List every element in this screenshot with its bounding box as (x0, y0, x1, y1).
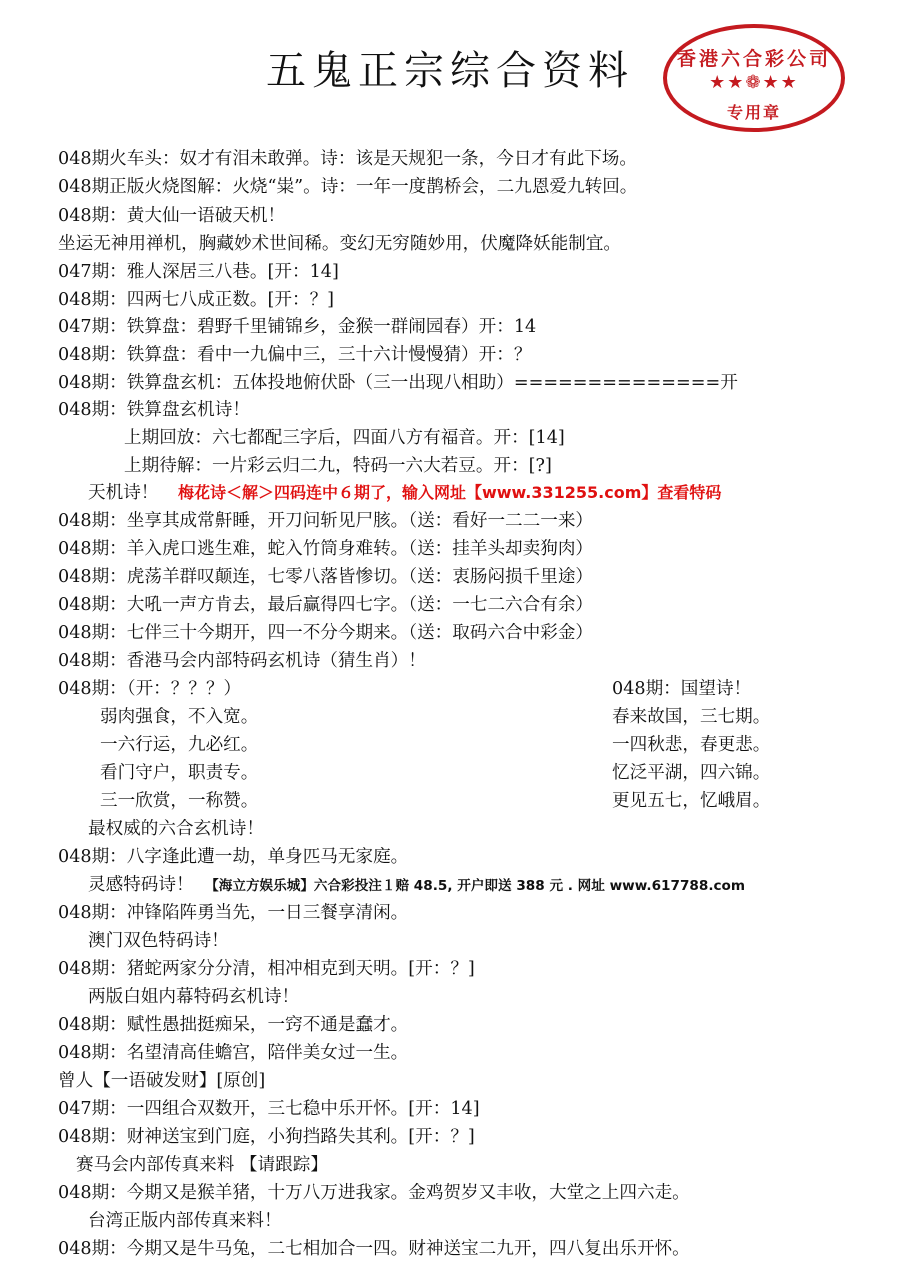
text-line: 坐运无神用禅机，胸藏妙术世间稀。变幻无穷随妙用，伏魔降妖能制宜。 (58, 234, 622, 254)
section-label: 两版白姐内幕特码玄机诗！ (88, 987, 300, 1007)
text-line: 048期正版火烧图解：火烧“粜”。诗：一年一度鹊桥会，二九恩爱九转回。 (58, 177, 638, 197)
stamp-stars: ★★❁★★ (709, 72, 799, 93)
stamp-top-text: 香港六合彩公司 (676, 48, 831, 70)
text-line: 048期：冲锋陷阵勇当先，一日三餐享清闲。 (58, 903, 409, 923)
text-line: 上期待解：一片彩云归二九，特码一六大若豆。开：[?] (124, 456, 552, 476)
text-line: 048期：七伴三十今期开，四一不分今期来。（送：取码六合中彩金） (58, 623, 594, 643)
text-line: 048期：八字逢此遭一劫，单身匹马无家庭。 (58, 847, 409, 867)
text-line: 048期：四两七八成正数。[开：？] (58, 290, 335, 310)
poem-right-line: 春来故国，三七期。 (612, 707, 771, 727)
ad-banner-text: 【海立方娱乐城】六合彩投注１赔 48.5, 开户即送 388 元 . 网址 www.617788.com (205, 878, 746, 894)
ad-banner-text: 梅花诗＜解＞四码连中６期了，输入网址【www.331255.com】查看特码 (177, 483, 722, 502)
text-line: 048期：今期又是牛马兔，二七相加合一四。财神送宝二九开，四八复出乐开怀。 (58, 1239, 690, 1259)
text-line (88, 480, 721, 506)
company-seal-stamp (663, 24, 845, 132)
text-line: 048期：香港马会内部特码玄机诗（猜生肖）！ (58, 651, 426, 671)
text-line: 048期：今期又是猴羊猪，十万八万进我家。金鸡贺岁又丰收，大堂之上四六走。 (58, 1183, 690, 1203)
text-line: 047期：一四组合双数开，三七稳中乐开怀。[开：14] (58, 1099, 480, 1119)
text-line: 048期：财神送宝到门庭，小狗挡路失其利。[开：？] (58, 1127, 475, 1147)
poem-left-line: 三一欣赏，一称赞。 (100, 791, 259, 811)
page-title: 五鬼正宗综合资料 (266, 48, 634, 94)
text-line: 048期：羊入虎口逃生难，蛇入竹筒身难转。（送：挂羊头却卖狗肉） (58, 539, 594, 559)
poem-right-title: 048期：国望诗！ (612, 679, 752, 699)
section-label: 最权威的六合玄机诗！ (88, 819, 264, 839)
text-line: 048期：大吼一声方肯去，最后赢得四七字。（送：一七二六合有余） (58, 595, 594, 615)
poem-left-line: 一六行运，九必红。 (100, 735, 259, 755)
section-label: 灵感特码诗！ (88, 875, 194, 895)
section-label: 曾人【一语破发财】[原创] (58, 1071, 266, 1091)
text-line: 048期：猪蛇两家分分清，相冲相克到天明。[开：？] (58, 959, 475, 979)
section-label: 台湾正版内部传真来料！ (88, 1211, 282, 1231)
text-line: 上期回放：六七都配三字后，四面八方有福音。开：[14] (124, 428, 565, 448)
stamp-bottom-text: 专用章 (726, 103, 781, 122)
text-line: 047期：雅人深居三八巷。[开：14] (58, 262, 339, 282)
text-line: 048期：（开：？？？） (58, 679, 242, 699)
text-line: 048期火车头：奴才有泪未敢弹。诗：该是天规犯一条，今日才有此下场。 (58, 149, 637, 169)
poem-right-line: 更见五七，忆峨眉。 (612, 791, 771, 811)
text-line: 048期：名望清高佳蟾宫，陪伴美女过一生。 (58, 1043, 409, 1063)
text-line: 048期：铁算盘：看中一九偏中三，三十六计慢慢猜）开：？ (58, 345, 532, 365)
section-label: 赛马会内部传真来料 【请跟踪】 (76, 1155, 328, 1175)
section-label: 天机诗！ (88, 483, 159, 503)
poem-right-line: 一四秋悲，春更悲。 (612, 735, 771, 755)
text-line: 047期：铁算盘：碧野千里铺锦乡，金猴一群闹园春）开：14 (58, 317, 537, 337)
text-line: 048期：赋性愚拙挺痴呆，一窍不通是蠢才。 (58, 1015, 409, 1035)
text-line: 048期：虎荡羊群叹颠连，七零八落皆惨切。（送：衷肠闷损千里途） (58, 567, 594, 587)
section-label: 澳门双色特码诗！ (88, 931, 229, 951)
text-line (88, 872, 745, 899)
poem-left-line: 看门守户，职责专。 (100, 763, 259, 783)
poem-left-line: 弱肉强食，不入宽。 (100, 707, 259, 727)
text-line: 048期：铁算盘玄机：五体投地俯伏卧（三一出现八相助）==============开 (58, 373, 738, 393)
poem-right-line: 忆泛平湖，四六锦。 (612, 763, 771, 783)
text-line: 048期：黄大仙一语破天机！ (58, 206, 286, 226)
text-line: 048期：坐享其成常鼾睡，开刀问斩见尸胲。（送：看好一二二一来） (58, 511, 594, 531)
text-line: 048期：铁算盘玄机诗！ (58, 400, 250, 420)
